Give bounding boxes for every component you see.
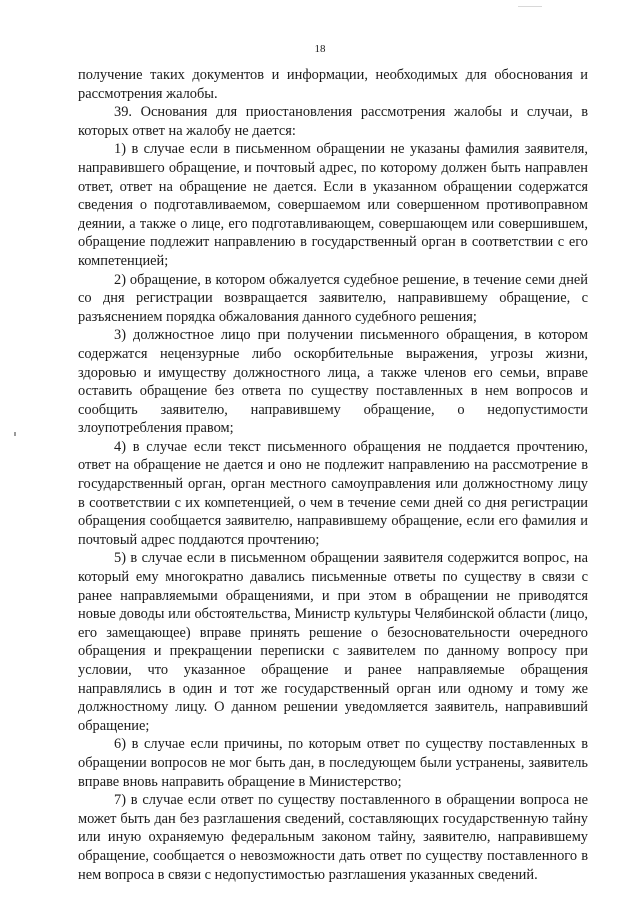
paragraph-continuation: получение таких документов и информации, необходимых для обоснования и рассмотрения жалобы. bbox=[78, 67, 588, 102]
paragraph-item-2: 2) обращение, в котором обжалуется судебное решение, в течение семи дней со дня регистрации возвращается заявителю, направившему обращение, с разъяснением порядка обжалования данного судебного решения; bbox=[78, 271, 588, 325]
paragraph-item-7: 7) в случае если ответ по существу поставленного в обращении вопроса не может быть дан без разглашения сведений, составляющих государственную тайну или иную охраняемую федеральным законом тайну, заявителю, направившему обращение, сообщается о невозможности дать ответ по существу поставленного в нем вопроса в связи с недопустимостью разглашения указанных сведений. bbox=[78, 792, 588, 883]
paragraph-item-6: 6) в случае если причины, по которым ответ по существу поставленных в обращении вопросов не мог быть дан, в последующем были устранены, заявитель вправе вновь направить обращение в Министерство; bbox=[78, 736, 588, 790]
paragraph-item-1: 1) в случае если в письменном обращении не указаны фамилия заявителя, направившего обращение, и почтовый адрес, по которому должен быть направлен ответ, ответ на обращение не дается. Если в указанном обращении содержатся сведения о подготавливаемом, совершаемом или совершенном противоправном деянии, а также о лице, его подготавливающем, совершающем или совершившем, обращение подлежит направлению в государственный орган в соответствии с его компетенцией; bbox=[78, 141, 588, 269]
paragraph-clause-39: 39. Основания для приостановления рассмотрения жалобы и случаи, в которых ответ на жалобу не дается: bbox=[78, 104, 588, 139]
document-body bbox=[78, 66, 588, 884]
scan-artifact-top bbox=[518, 6, 542, 7]
scan-artifact-margin bbox=[14, 432, 16, 436]
paragraph-item-4: 4) в случае если текст письменного обращения не поддается прочтению, ответ на обращение не дается и оно не подлежит направлению на рассмотрение в государственный орган, орган местного самоуправления или должностному лицу в соответствии с их компетенцией, о чем в течение семи дней со дня регистрации обращения сообщается заявителю, направившему обращение, если его фамилия и почтовый адрес поддаются прочтению; bbox=[78, 438, 588, 548]
page-number: 18 bbox=[314, 43, 326, 55]
paragraph-item-5: 5) в случае если в письменном обращении заявителя содержится вопрос, на который ему многократно давались письменные ответы по существу в связи с ранее направляемыми обращениями, и при этом в обращении не приводятся новые доводы или обстоятельства, Министр культуры Челябинской области (лицо, его замещающее) вправе принять решение о безосновательности очередного обращения и прекращении переписки с заявителем по данному вопросу при условии, что указанное обращение и ранее направляемые обращения направлялись в один и тот же государственный орган или одному и тому же должностному лицу. О данном решении уведомляется заявитель, направивший обращение; bbox=[78, 550, 588, 734]
paragraph-item-3: 3) должностное лицо при получении письменного обращения, в котором содержатся нецензурные либо оскорбительные выражения, угрозы жизни, здоровью и имуществу должностного лица, а также членов его семьи, вправе оставить обращение без ответа по существу поставленных в нем вопросов и сообщить заявителю, направившему обращение, о недопустимости злоупотребления правом; bbox=[78, 327, 588, 437]
